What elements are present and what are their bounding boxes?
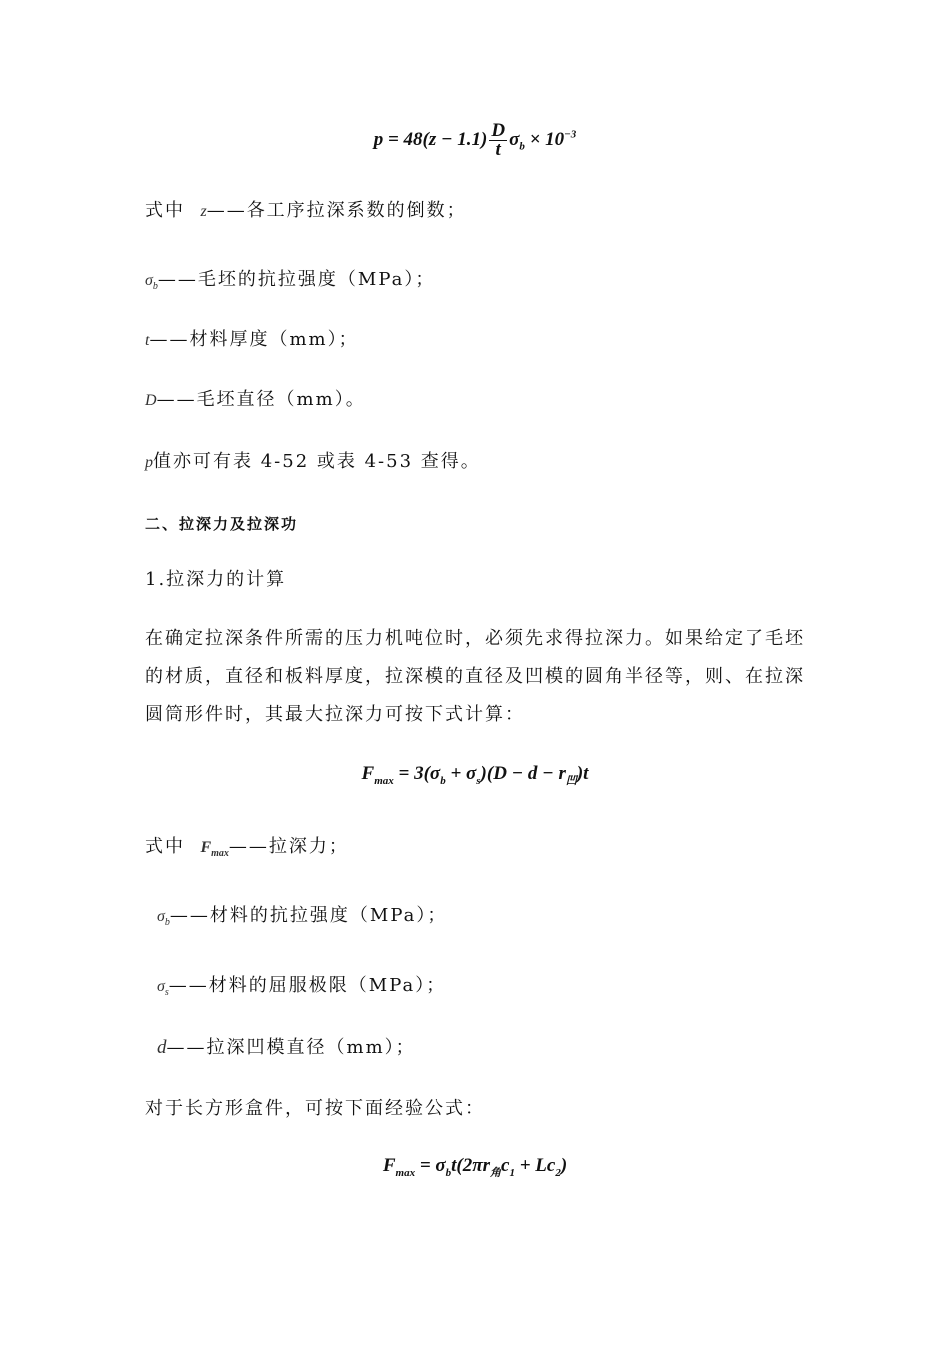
fraction-denominator: t — [495, 139, 501, 160]
formula1-sigma-sub: b — [519, 140, 525, 153]
where1-t-line — [145, 321, 359, 360]
where-prefix: 式中 — [145, 836, 185, 857]
where2-sigma-s-line — [157, 967, 446, 1012]
subsection-title: 1.拉深力的计算 — [145, 569, 287, 590]
formula1-times: × 10 — [524, 128, 565, 150]
symbol-d: d — [157, 1037, 167, 1058]
where1-p-line — [145, 443, 481, 482]
sigma-b-description: ——毛坯的抗拉强度（MPa）； — [157, 269, 436, 290]
formula-max-drawing-force: $F_{max} = 3(\sigma_b + \sigma_s)(D - d - r_凹)t$ — [361, 763, 589, 787]
formula1-sigma: σ — [509, 128, 520, 150]
sigma-b-description: ——材料的抗拉强度（MPa）； — [169, 905, 448, 926]
box-intro: 对于长方形盒件，可按下面经验公式： — [145, 1098, 485, 1119]
formula-rectangular-box: $F_{max} = \sigma_bt(2\pi r_角c_1 + Lc_2)$ — [382, 1155, 568, 1179]
D-description: ——毛坯直径（mm）。 — [156, 389, 366, 410]
formula1-exponent: −3 — [564, 128, 577, 141]
t-description: ——材料厚度（mm）； — [149, 329, 359, 350]
formula1-fraction — [489, 122, 507, 159]
section-heading: 二、拉深力及拉深功 — [145, 515, 299, 533]
where1-z-line — [145, 192, 467, 231]
sigma-s-description: ——材料的屈服极限（MPa）； — [168, 975, 447, 996]
fraction-numerator: D — [491, 120, 506, 141]
symbol-D: D — [145, 392, 157, 409]
symbol-Fmax: $F_{max}$ — [200, 839, 229, 860]
where-prefix: 式中 — [145, 200, 185, 221]
where1-D-line — [145, 381, 366, 420]
symbol-sigma-b: $\sigma_b$ — [157, 908, 170, 929]
symbol-z: z — [200, 203, 207, 220]
formula-drawing-pressure — [0, 122, 950, 159]
where1-sigma-b-line — [145, 261, 435, 306]
symbol-t: t — [145, 332, 150, 349]
symbol-sigma-b: $\sigma_b$ — [145, 272, 158, 293]
where2-sigma-b-line — [157, 897, 447, 942]
symbol-sigma-s: $\sigma_s$ — [157, 978, 169, 999]
formula1-lead: p = 48(z − 1.1) — [373, 128, 488, 150]
z-description: ——各工序拉深系数的倒数； — [206, 200, 467, 221]
p-description: 值亦可有表 4-52 或表 4-53 查得。 — [153, 451, 481, 472]
where2-d-line — [157, 1029, 416, 1067]
where2-F-line — [145, 828, 349, 873]
d-description: ——拉深凹模直径（mm）； — [166, 1037, 416, 1058]
Fmax-description: ——拉深力； — [228, 836, 349, 857]
symbol-p: p — [145, 454, 153, 471]
body-paragraph: 在确定拉深条件所需的压力机吨位时，必须先求得拉深力。如果给定了毛坯的材质，直径和板料厚度，拉深模的直径及凹模的圆角半径等，则、在拉深圆筒形件时，其最大拉深力可按下式计算： — [145, 628, 805, 725]
